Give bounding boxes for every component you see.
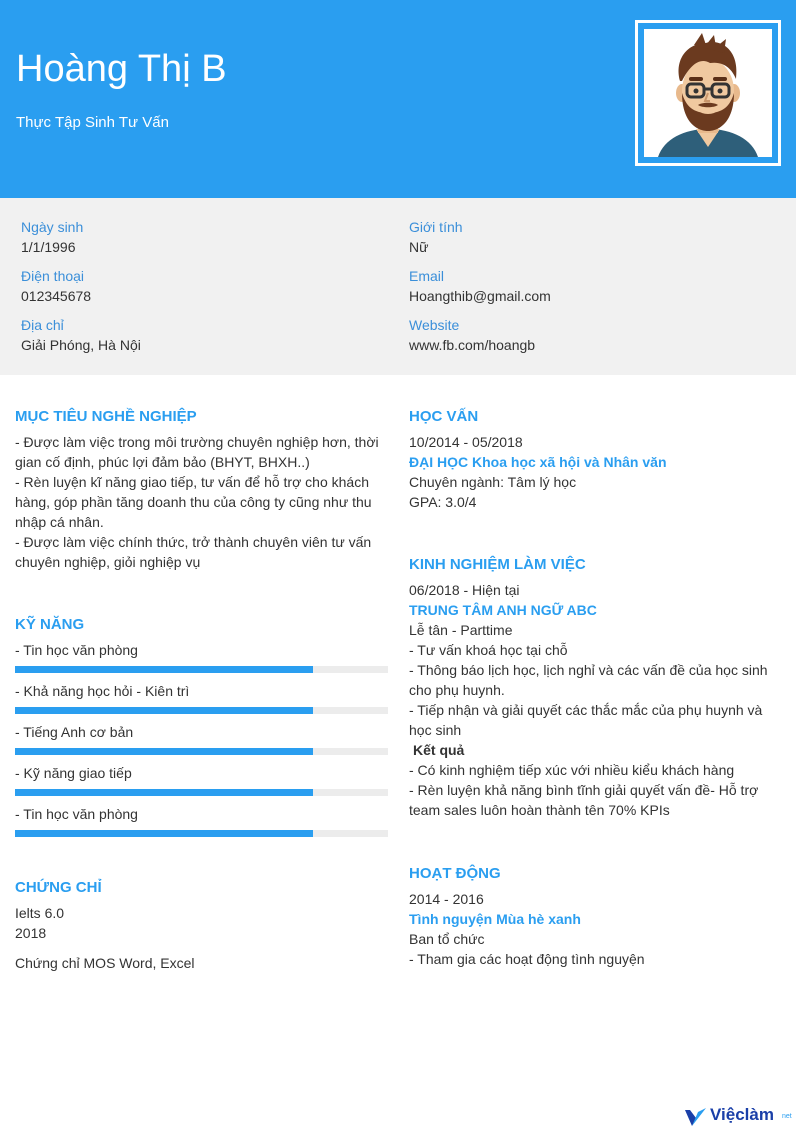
- avatar-illustration-icon: [644, 29, 772, 157]
- skill-bar-fill: [15, 666, 313, 673]
- skill-label: - Kỹ năng giao tiếp: [15, 765, 132, 781]
- experience-period: 06/2018 - Hiện tại: [409, 582, 520, 598]
- dob-field: [21, 219, 83, 255]
- certificate-name: Ielts 6.0: [15, 905, 65, 921]
- address-field: [21, 317, 141, 353]
- profile-photo-frame: [635, 20, 781, 166]
- website-label: Website: [409, 317, 460, 333]
- certificates-text: [15, 903, 395, 973]
- education-period: 10/2014 - 05/2018: [409, 434, 523, 450]
- education-major: Chuyên ngành: Tâm lý học: [409, 474, 577, 490]
- experience-result: - Rèn luyện khả năng bình tĩnh giải quyết vấn đề- Hỗ trợ: [409, 782, 759, 798]
- activities-text: [409, 889, 794, 969]
- objective-line: - Rèn luyện kĩ năng giao tiếp, tư vấn để hỗ trợ cho khách: [15, 474, 369, 490]
- cv-header: [0, 0, 796, 198]
- experience-duty: cho phụ huynh.: [409, 682, 505, 698]
- check-logo-icon: [684, 1106, 708, 1128]
- skill-bar-track: [15, 707, 388, 714]
- experience-text: [409, 580, 794, 820]
- gender-field: [409, 219, 463, 255]
- candidate-role: Thực Tập Sinh Tư Vấn: [16, 114, 169, 131]
- objective-line: gian cố định, phúc lợi đảm bảo (BHYT, BHXH..): [15, 454, 310, 470]
- address-label: Địa chỉ: [21, 317, 64, 333]
- activity-role: Ban tổ chức: [409, 931, 485, 947]
- objective-line: hàng, góp phần tăng doanh thu của công ty cũng như thu: [15, 494, 372, 510]
- skill-label: - Khả năng học hỏi - Kiên trì: [15, 683, 190, 699]
- experience-duty: học sinh: [409, 722, 462, 738]
- phone-label: Điện thoại: [21, 268, 85, 284]
- experience-position: Lễ tân - Parttime: [409, 622, 513, 638]
- gender-value: Nữ: [409, 239, 429, 255]
- skill-bar-track: [15, 830, 388, 837]
- email-value: Hoangthib@gmail.com: [409, 288, 551, 304]
- vieclam-logo: [684, 1104, 794, 1128]
- skills-title: KỸ NĂNG: [15, 616, 85, 633]
- logo-text: Việclàm: [710, 1105, 774, 1124]
- experience-result: - Có kinh nghiệm tiếp xúc với nhiều kiểu khách hàng: [409, 762, 735, 778]
- activity-desc: - Tham gia các hoạt động tình nguyện: [409, 951, 645, 967]
- skill-bar-fill: [15, 748, 313, 755]
- objective-line: - Được làm việc trong môi trường chuyên nghiệp hơn, thời: [15, 434, 379, 450]
- avatar: [644, 29, 772, 157]
- skill-item: [15, 683, 388, 714]
- skill-bar-fill: [15, 830, 313, 837]
- website-field: [409, 317, 535, 353]
- activity-org: Tình nguyện Mùa hè xanh: [409, 911, 581, 927]
- experience-company: TRUNG TÂM ANH NGỮ ABC: [409, 602, 597, 618]
- candidate-name: Hoàng Thị B: [16, 48, 227, 90]
- objective-line: nhập cá nhân.: [15, 514, 104, 530]
- address-value: Giải Phóng, Hà Nội: [21, 337, 141, 353]
- dob-value: 1/1/1996: [21, 239, 76, 255]
- certificate-mos: Chứng chỉ MOS Word, Excel: [15, 955, 195, 971]
- objective-line: - Được làm việc chính thức, trở thành chuyên viên tư vấn: [15, 534, 372, 550]
- skill-label: - Tin học văn phòng: [15, 642, 138, 658]
- experience-title: KINH NGHIỆM LÀM VIỆC: [409, 556, 586, 573]
- experience-duty: - Tư vấn khoá học tại chỗ: [409, 642, 568, 658]
- phone-field: [21, 268, 91, 304]
- email-field: [409, 268, 551, 304]
- skill-item: [15, 724, 388, 755]
- personal-info-section: [0, 198, 796, 375]
- experience-duty: - Tiếp nhận và giải quyết các thắc mắc của phụ huynh và: [409, 702, 763, 718]
- skill-item: [15, 806, 388, 837]
- skill-label: - Tin học văn phòng: [15, 806, 138, 822]
- certificate-year: 2018: [15, 925, 47, 941]
- skill-bar-track: [15, 666, 388, 673]
- skill-bar-fill: [15, 707, 313, 714]
- experience-duty: - Thông báo lịch học, lịch nghỉ và các vấn đề của học sinh: [409, 662, 768, 678]
- activity-period: 2014 - 2016: [409, 891, 484, 907]
- skill-bar-track: [15, 748, 388, 755]
- experience-result-label: Kết quả: [413, 742, 465, 758]
- dob-label: Ngày sinh: [21, 219, 84, 235]
- skill-bar-track: [15, 789, 388, 796]
- education-gpa: GPA: 3.0/4: [409, 494, 477, 510]
- objective-line: chuyên nghiệp, giỏi nghiệp vụ: [15, 554, 201, 570]
- education-school: ĐẠI HỌC Khoa học xã hội và Nhân văn: [409, 454, 667, 470]
- phone-value: 012345678: [21, 288, 92, 304]
- email-label: Email: [409, 268, 445, 284]
- objective-text: [15, 432, 395, 572]
- education-text: [409, 432, 794, 512]
- activities-title: HOẠT ĐỘNG: [409, 865, 501, 882]
- skill-bar-fill: [15, 789, 313, 796]
- education-title: HỌC VẤN: [409, 408, 479, 425]
- experience-result: team sales luôn hoàn thành tên 70% KPIs: [409, 802, 670, 818]
- objective-title: MỤC TIÊU NGHỀ NGHIỆP: [15, 408, 197, 425]
- website-value: www.fb.com/hoangb: [409, 337, 536, 353]
- logo-sub: net: [782, 1113, 792, 1120]
- skill-label: - Tiếng Anh cơ bản: [15, 724, 134, 740]
- skill-item: [15, 642, 388, 673]
- certificates-title: CHỨNG CHỈ: [15, 879, 102, 896]
- gender-label: Giới tính: [409, 219, 463, 235]
- skill-item: [15, 765, 388, 796]
